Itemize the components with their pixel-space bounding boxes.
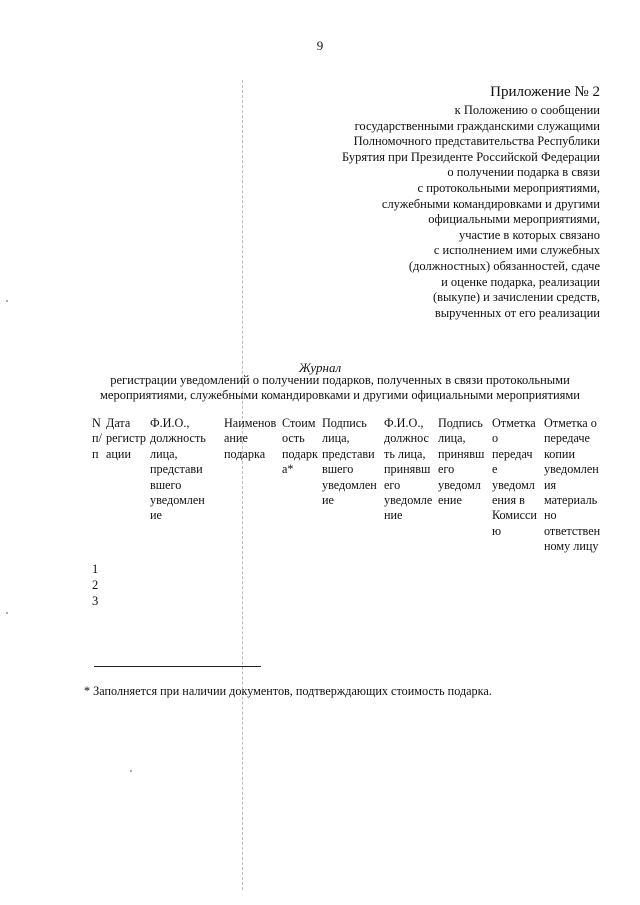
column-header-submitter-signature: Подпись лица, представи вшего уведомлен ие [322,416,377,508]
journal-title: Журнал [298,360,342,375]
journal-subtitle-line: мероприятиями, служебными командировками и другими официальными мероприятиями [100,388,580,402]
footnote-separator [94,666,261,667]
column-header-commission-mark: Отметка о передач е уведомл ения в Комисси ю [492,416,537,538]
row-number: 2 [92,577,99,592]
appendix-line: с исполнением ими служебных [433,243,600,258]
appendix-line: (выкупе) и зачислении средств, [432,290,600,305]
column-header-submitter-name: Ф.И.О., должность лица, представи вшего уведомлен ие [150,416,206,523]
appendix-line: Полномочного представительства Республики [353,134,600,149]
appendix-line: официальными мероприятиями, [428,212,600,227]
appendix-line: к Положению о сообщении [454,103,600,117]
table-row [92,593,606,609]
column-header-gift-name: Наименов ание подарка [224,416,277,461]
scan-speck [6,300,8,302]
appendix-line: служебными командировками и другими [381,196,600,211]
appendix-line: (должностных) обязанностей, сдаче [408,258,600,273]
appendix-header [300,84,600,321]
page-number: 9 [316,38,324,53]
journal-subtitle-line: регистрации уведомлений о получении подарков, полученных в связи протокольными [110,373,570,387]
appendix-line: о получении подарка в связи [447,165,600,180]
row-number: 1 [92,561,99,576]
table-header-row [92,416,606,555]
row-number: 3 [92,593,99,608]
column-header-registration-date: Дата регистр ации [106,416,147,461]
column-header-copy-transfer-mark: Отметка о передаче копии уведомлен ия материаль но ответствен ному лицу [544,416,601,554]
appendix-line: государственными гражданскими служащими [354,118,600,133]
table-row [92,577,606,593]
column-header-number: N п/ п [92,416,102,461]
appendix-line: и оценке подарка, реализации [441,274,600,289]
journal-subtitle [0,373,640,403]
registration-table [92,416,606,609]
appendix-line: вырученных от его реализации [434,305,600,320]
column-header-receiver-signature: Подпись лица, принявш его уведомл ение [438,416,485,508]
appendix-line: с протокольными мероприятиями, [417,180,600,195]
footnote: * Заполняется при наличии документов, подтверждающих стоимость подарка. [84,684,492,698]
column-header-receiver-name: Ф.И.О., должнос ть лица, принявш его уведомле ние [384,416,433,523]
scan-speck [6,612,8,614]
table-row [92,561,606,577]
column-header-gift-value: Стоим ость подарк а* [282,416,318,477]
appendix-line: участие в которых связано [458,227,600,242]
scan-speck [130,770,132,772]
appendix-line: Бурятия при Президенте Российской Федерации [342,149,600,164]
appendix-title: Приложение № 2 [490,84,600,100]
